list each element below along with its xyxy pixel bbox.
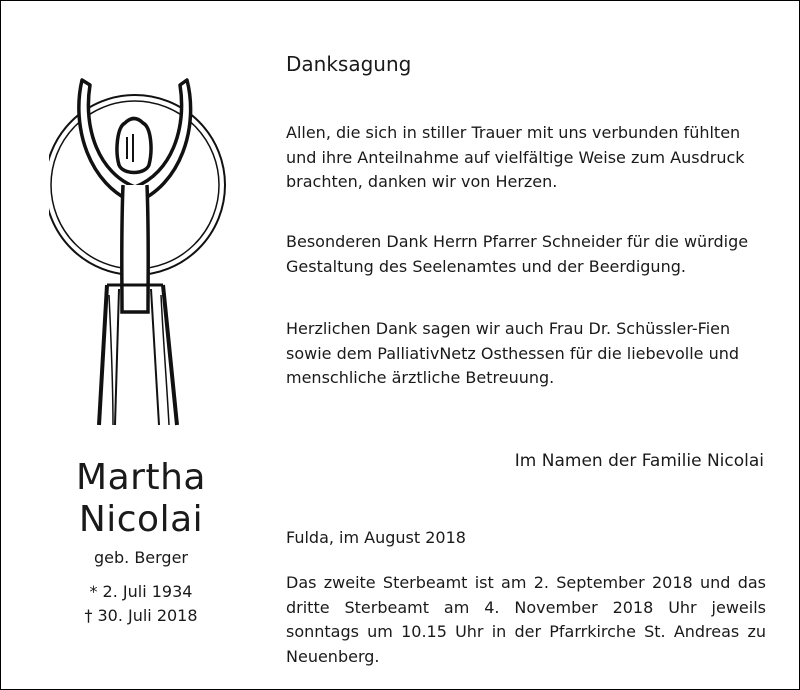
left-column <box>1 1 251 689</box>
family-signature: Im Namen der Familie Nicolai <box>514 451 764 471</box>
service-info-paragraph: Das zweite Sterbeamt ist am 2. September 2018 und das dritte Sterbeamt am 4. November 2018 Uhr jeweils sonntags um 10.15 Uhr in der Pfarrkirche St. Andreas zu Neuenberg. <box>286 573 766 666</box>
risen-christ-figure-icon <box>49 67 239 459</box>
pastor-thanks-paragraph: Besonderen Dank Herrn Pfarrer Schneider für die würdige Gestaltung des Seelenamtes und der Beerdigung. <box>286 232 749 276</box>
death-date-line <box>56 606 226 626</box>
thanks-paragraph: Allen, die sich in stiller Trauer mit uns verbunden fühlten und ihre Anteilnahme auf vielfältige Weise zum Ausdruck brachten, danken wir von Herzen. <box>286 123 745 191</box>
birth-date-line <box>56 582 226 602</box>
birth-date: 2. Juli 1934 <box>102 582 193 601</box>
last-name: Nicolai <box>78 499 204 540</box>
maiden-name: geb. Berger <box>93 548 189 567</box>
birth-star-icon: * <box>89 582 98 601</box>
death-date: 30. Juli 2018 <box>97 606 198 625</box>
place-and-date: Fulda, im August 2018 <box>286 528 466 547</box>
death-cross-icon: † <box>84 606 93 625</box>
first-name: Martha <box>76 457 206 498</box>
notice-heading: Danksagung <box>286 52 412 76</box>
care-thanks-paragraph: Herzlichen Dank sagen wir auch Frau Dr. Schüssler-Fien sowie dem PalliativNetz Osthessen für die liebevolle und menschliche ärztliche Betreuung. <box>286 319 740 387</box>
